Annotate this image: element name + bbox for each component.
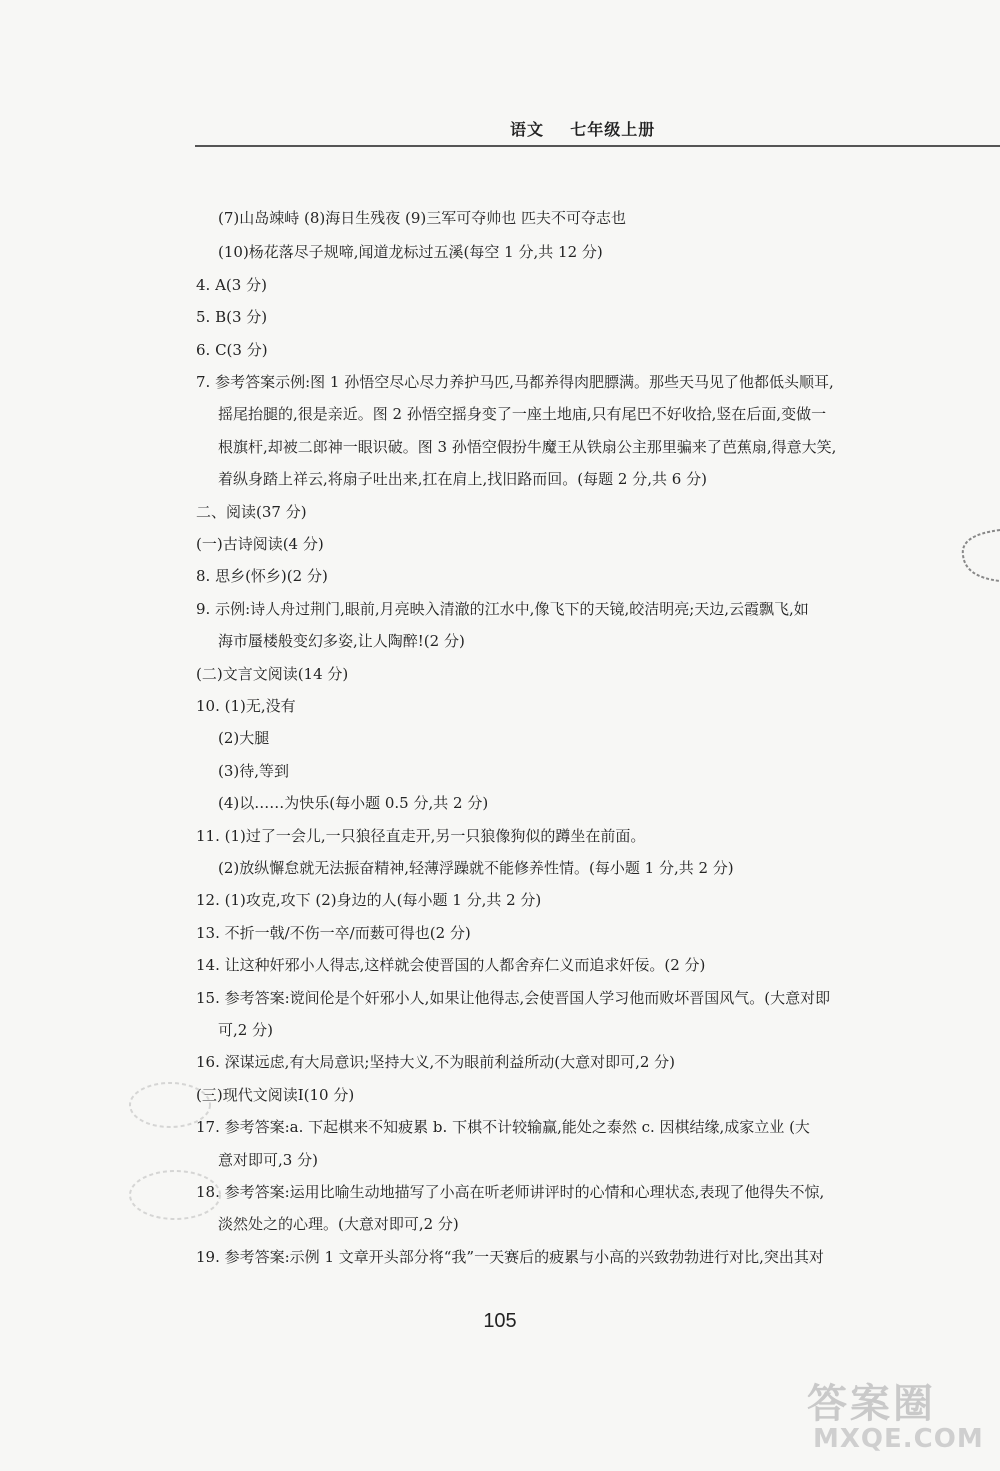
answer-line: (4)以……为快乐(每小题 0.5 分,共 2 分) (218, 794, 489, 812)
answer-line: 13. 不折一戟/不伤一卒/而薮可得也(2 分) (196, 924, 471, 942)
watermark-logo: 答案圈 (807, 1381, 936, 1427)
answer-line: 19. 参考答案:示例 1 文章开头部分将“我”一天赛后的疲累与小高的兴致勃勃进行对比,突出其对 (196, 1248, 824, 1266)
edge-stamp-image (955, 525, 1000, 585)
answer-line: 4. A(3 分) (196, 276, 267, 294)
answer-line: (2)放纵懈怠就无法振奋精神,轻薄浮躁就不能修养性情。(每小题 1 分,共 2 分) (218, 859, 734, 877)
answer-line: 可,2 分) (218, 1021, 273, 1039)
answer-line: 18. 参考答案:运用比喻生动地描写了小高在听老师讲评时的心情和心理状态,表现了他得失不惊, (196, 1183, 825, 1201)
faded-stamp-image (125, 1065, 255, 1225)
running-header (195, 115, 1000, 147)
answer-line: 8. 思乡(怀乡)(2 分) (196, 567, 328, 585)
watermark (807, 1372, 982, 1462)
answer-line: 9. 示例:诗人舟过荆门,眼前,月亮映入清澈的江水中,像飞下的天镜,皎洁明亮;天边,云霞飘飞,如 (196, 600, 809, 618)
answer-line: 12. (1)攻克,攻下 (2)身边的人(每小题 1 分,共 2 分) (196, 891, 542, 909)
watermark-url: MXQE.COM (813, 1424, 984, 1454)
section-heading: 二、阅读(37 分) (196, 503, 307, 521)
answer-line: 淡然处之的心理。(大意对即可,2 分) (218, 1215, 459, 1233)
page-number: 105 (483, 1310, 517, 1332)
answer-line: 11. (1)过了一会儿,一只狼径直走开,另一只狼像狗似的蹲坐在前面。 (196, 827, 646, 845)
answer-line: 10. (1)无,没有 (196, 697, 296, 715)
answer-line: 15. 参考答案:谠间伦是个奸邪小人,如果让他得志,会使晋国人学习他而败坏晋国风气。(大意对即 (196, 989, 831, 1007)
answer-line: 海市蜃楼般变幻多姿,让人陶醉!(2 分) (218, 632, 465, 650)
answer-line: 意对即可,3 分) (218, 1151, 318, 1169)
answer-line: 6. C(3 分) (196, 341, 268, 359)
answer-line: 着纵身踏上祥云,将扇子吐出来,扛在肩上,找旧路而回。(每题 2 分,共 6 分) (218, 470, 707, 488)
header-title: 语文 七年级上册 (510, 120, 656, 139)
answer-line: 17. 参考答案:a. 下起棋来不知疲累 b. 下棋不计较输赢,能处之泰然 c. 因棋结缘,成家立业 (大 (196, 1118, 810, 1136)
answer-line: 根旗杆,却被二郎神一眼识破。图 3 孙悟空假扮牛魔王从铁扇公主那里骗来了芭蕉扇,得意大笑, (218, 438, 837, 456)
answer-line: 14. 让这种奸邪小人得志,这样就会使晋国的人都舍弃仁义而追求奸佞。(2 分) (196, 956, 706, 974)
subsection-heading: (二)文言文阅读(14 分) (196, 665, 349, 683)
answer-line: (7)山岛竦峙 (8)海日生残夜 (9)三军可夺帅也 匹夫不可夺志也 (218, 209, 627, 227)
subsection-heading: (一)古诗阅读(4 分) (196, 535, 324, 553)
answer-line: 7. 参考答案示例:图 1 孙悟空尽心尽力养护马匹,马都养得肉肥膘满。那些天马见了他都低头顺耳, (196, 373, 834, 391)
answer-line: (2)大腿 (218, 729, 270, 747)
answer-line: (3)待,等到 (218, 762, 290, 780)
answer-line: 16. 深谋远虑,有大局意识;坚持大义,不为眼前利益所动(大意对即可,2 分) (196, 1053, 675, 1071)
answer-line: (10)杨花落尽子规啼,闻道龙标过五溪(每空 1 分,共 12 分) (218, 243, 603, 261)
answer-line: 摇尾抬腿的,很是亲近。图 2 孙悟空摇身变了一座土地庙,只有尾巴不好收拾,竖在后面,变做一 (218, 405, 827, 423)
answer-line: 5. B(3 分) (196, 308, 268, 326)
subsection-heading: (三)现代文阅读Ⅰ(10 分) (196, 1086, 355, 1104)
